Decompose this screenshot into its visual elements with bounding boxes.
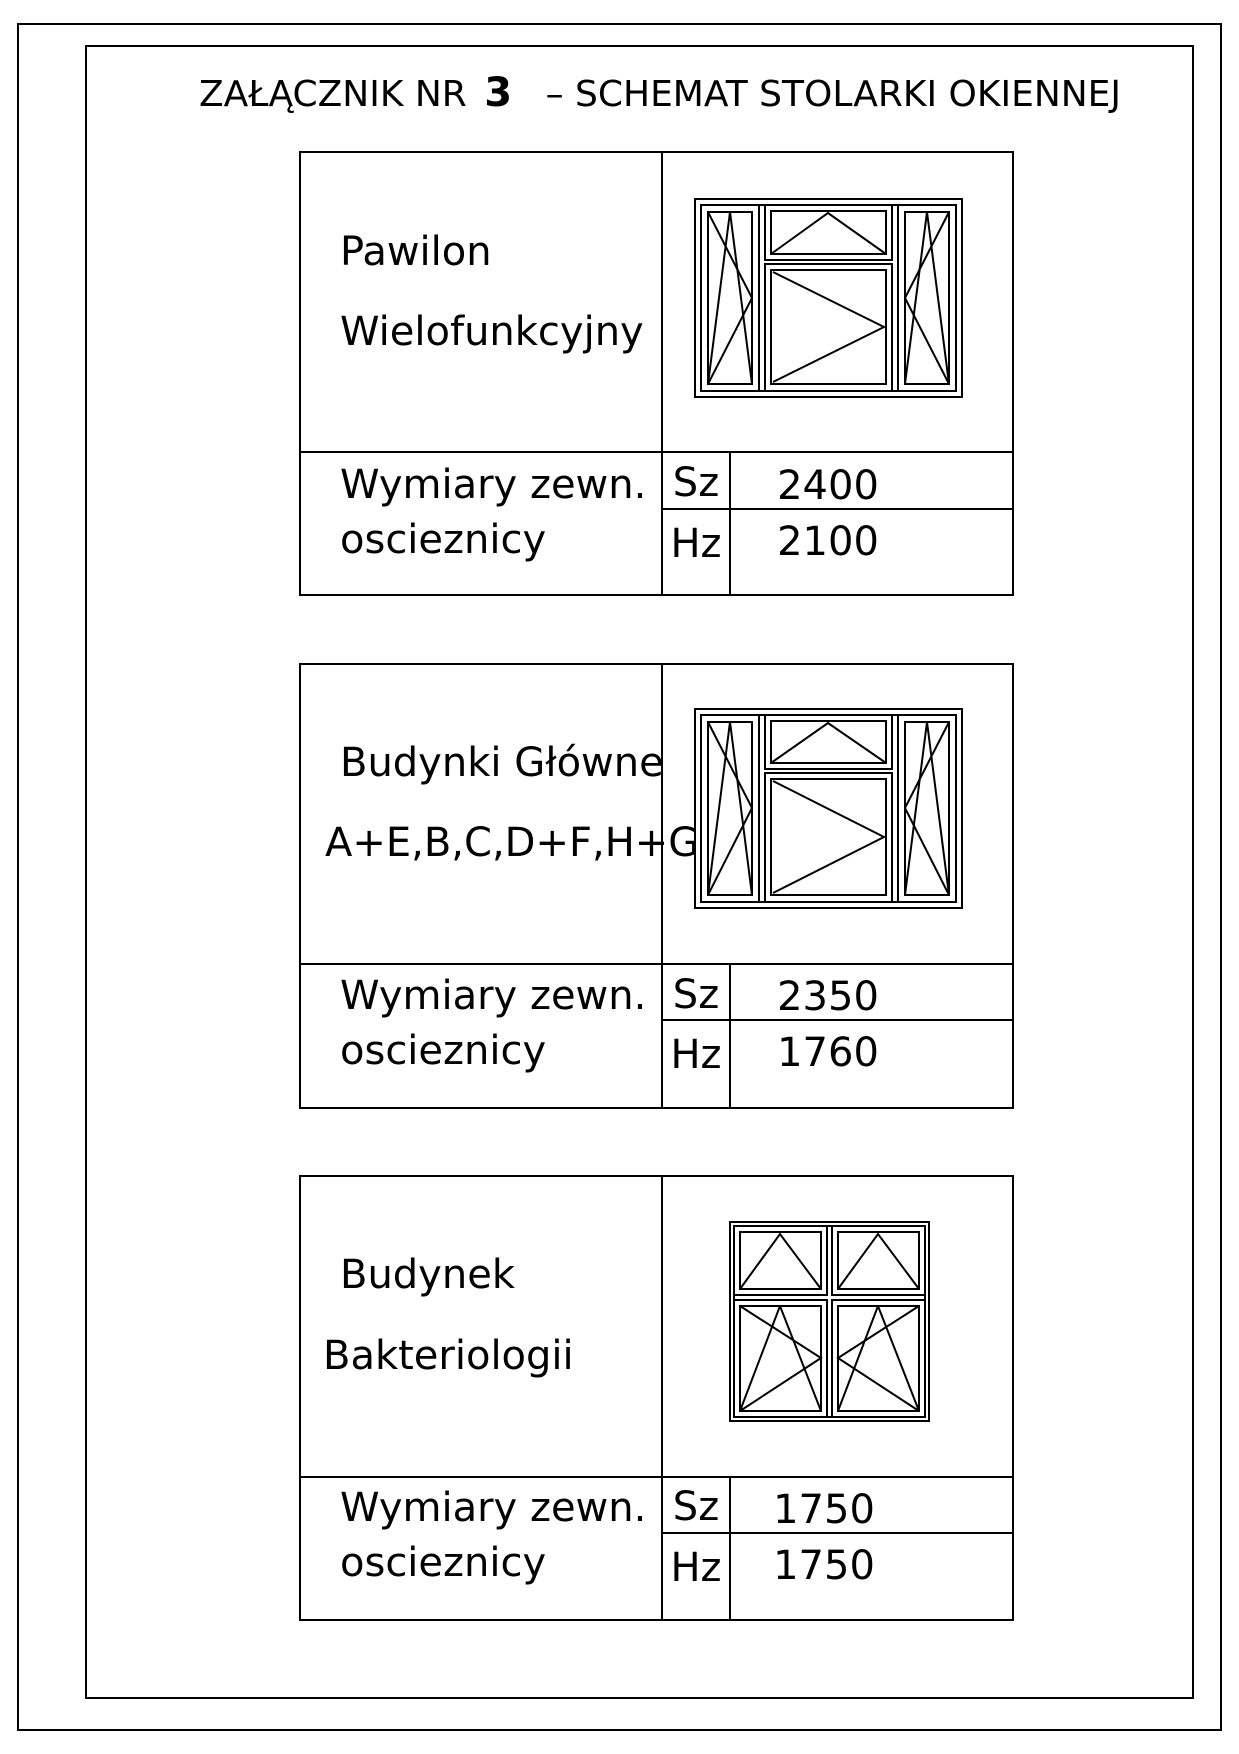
title-number: 3: [484, 70, 513, 116]
hz-value: 2100: [777, 519, 879, 565]
sz-value: 1750: [773, 1487, 875, 1533]
hz-label: Hz: [670, 1545, 722, 1591]
dims-label-line2: oscieznicy: [340, 1540, 547, 1586]
sz-label: Sz: [672, 972, 720, 1018]
title-prefix: ZAŁĄCZNIK NR: [198, 74, 467, 115]
hz-label: Hz: [670, 1032, 722, 1078]
block-name-line1: Budynek: [340, 1252, 515, 1298]
window-diagram-four-pane: [730, 1222, 929, 1421]
sz-label: Sz: [672, 460, 720, 506]
block-name-line2: A+E,B,C,D+F,H+G: [325, 820, 700, 866]
outer-border: [18, 24, 1221, 1730]
dims-label-line2: oscieznicy: [340, 1028, 547, 1074]
hz-value: 1760: [777, 1030, 879, 1076]
block-name-line1: Pawilon: [340, 229, 492, 275]
dims-label-line1: Wymiary zewn.: [340, 973, 647, 1019]
sz-value: 2350: [777, 974, 879, 1020]
window-diagram-three-pane: [695, 199, 962, 397]
block-name-line2: Wielofunkcyjny: [340, 309, 644, 355]
window-diagram-three-pane: [695, 709, 962, 908]
window-block-2: [300, 664, 1013, 1108]
dims-label-line2: oscieznicy: [340, 517, 547, 563]
hz-value: 1750: [773, 1543, 875, 1589]
window-block-3: [300, 1176, 1013, 1620]
window-block-1: [300, 152, 1013, 595]
sz-value: 2400: [777, 463, 879, 509]
hz-label: Hz: [670, 521, 722, 567]
title-suffix: – SCHEMAT STOLARKI OKIENNEJ: [545, 74, 1122, 115]
dims-label-line1: Wymiary zewn.: [340, 1485, 647, 1531]
block-name-line1: Budynki Główne: [340, 740, 664, 786]
page-title: [199, 70, 1121, 116]
block-name-line2: Bakteriologii: [323, 1333, 574, 1379]
dims-label-line1: Wymiary zewn.: [340, 462, 647, 508]
sz-label: Sz: [672, 1484, 720, 1530]
inner-border: [86, 46, 1193, 1698]
